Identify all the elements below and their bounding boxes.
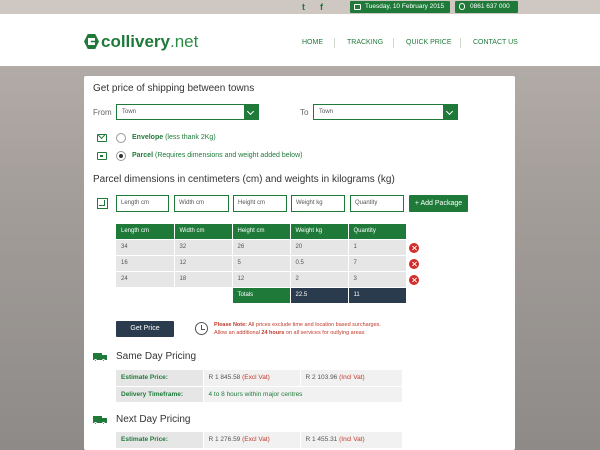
- date-badge: [350, 1, 450, 13]
- column-header: Weight kg: [290, 224, 348, 239]
- column-header: Width cm: [174, 224, 232, 239]
- from-town-value: Town: [122, 109, 137, 115]
- top-bar: [0, 0, 600, 14]
- nav-quick-price[interactable]: QUICK PRICE: [406, 39, 452, 46]
- incl-tag: (Incl Vat): [339, 436, 365, 444]
- excl-amount: R 1 845.58: [208, 374, 241, 382]
- table-cell: 12: [232, 271, 290, 287]
- chevron-down-icon[interactable]: [443, 104, 458, 120]
- envelope-name: Envelope: [132, 134, 164, 141]
- table-cell: 2: [290, 271, 348, 287]
- note-line2-a: Allow an additional: [214, 330, 262, 336]
- to-town-select[interactable]: [313, 104, 458, 120]
- nav-divider: [334, 38, 335, 48]
- envelope-icon: [97, 134, 107, 142]
- next-day-table: [116, 432, 403, 449]
- table-cell: 3: [348, 271, 406, 287]
- clock-icon: [195, 322, 208, 335]
- to-town-value: Town: [319, 109, 334, 115]
- width-input[interactable]: Width cm: [174, 195, 229, 212]
- table-cell: 32: [174, 239, 232, 255]
- truck-icon: [93, 416, 107, 425]
- table-cell: 34: [116, 239, 174, 255]
- get-price-label: Get Price: [130, 325, 160, 332]
- twitter-icon[interactable]: t: [302, 2, 305, 12]
- table-cell: 26: [232, 239, 290, 255]
- excl-vat-price: [203, 432, 300, 448]
- table-cell: 24: [116, 271, 174, 287]
- weight-input[interactable]: Weight kg: [291, 195, 345, 212]
- incl-amount: R 1 455.31: [305, 436, 338, 444]
- estimate-label: Estimate Price:: [116, 370, 203, 386]
- envelope-desc: (less thank 2Kg): [165, 134, 216, 141]
- delete-row-icon[interactable]: [409, 259, 419, 269]
- cube-icon: [97, 198, 108, 209]
- phone-text: 0861 637 000: [470, 3, 510, 10]
- table-row: [116, 239, 406, 255]
- excl-tag: (Excl Vat): [242, 436, 270, 444]
- table-cell: 7: [348, 255, 406, 271]
- delete-row-icon[interactable]: [409, 275, 419, 285]
- phone-badge[interactable]: [455, 1, 518, 13]
- table-row: [116, 255, 406, 271]
- envelope-option-label[interactable]: [132, 134, 216, 141]
- total-quantity: 11: [348, 287, 406, 303]
- calendar-icon: [354, 4, 361, 10]
- height-input[interactable]: Height cm: [233, 195, 287, 212]
- delete-row-icon[interactable]: [409, 243, 419, 253]
- from-town-select[interactable]: [116, 104, 259, 120]
- truck-icon: [93, 353, 107, 362]
- empty-cell: [174, 287, 232, 303]
- table-header-row: [116, 224, 406, 239]
- excl-tag: (Excl Vat): [242, 374, 270, 382]
- add-package-button[interactable]: + Add Package: [409, 195, 468, 212]
- column-header: Length cm: [116, 224, 174, 239]
- quote-card: [84, 76, 515, 450]
- excl-vat-price: [203, 370, 300, 386]
- timeframe-value: 4 to 8 hours within major centres: [203, 386, 402, 402]
- note-bold: Please Note:: [214, 322, 248, 328]
- table-cell: 18: [174, 271, 232, 287]
- same-day-title: Same Day Pricing: [116, 351, 197, 362]
- totals-label: Totals: [232, 287, 290, 303]
- envelope-radio[interactable]: [116, 133, 126, 143]
- nav-contact-us[interactable]: CONTACT US: [473, 39, 518, 46]
- nav-home[interactable]: HOME: [302, 39, 323, 46]
- incl-vat-price: [300, 432, 402, 448]
- logo-mark-icon: [84, 34, 99, 49]
- table-row: [116, 386, 402, 402]
- table-cell: 0.5: [290, 255, 348, 271]
- note-line2-b: 24 hours: [261, 330, 285, 336]
- date-text: Tuesday, 10 February 2015: [365, 3, 445, 10]
- phone-icon: [459, 3, 465, 10]
- form-title: Get price of shipping between towns: [93, 83, 255, 94]
- to-label: To: [300, 108, 309, 117]
- table-cell: 16: [116, 255, 174, 271]
- parcel-table: [116, 224, 407, 304]
- facebook-icon[interactable]: f: [320, 2, 323, 12]
- nav-divider: [460, 38, 461, 48]
- incl-vat-price: [300, 370, 402, 386]
- parcel-radio[interactable]: [116, 151, 126, 161]
- quantity-input[interactable]: Quantity: [350, 195, 404, 212]
- dimensions-title: Parcel dimensions in centimeters (cm) and weights in kilograms (kg): [93, 174, 395, 185]
- note-line2-c: on all services for outlying areas: [284, 330, 365, 336]
- parcel-desc: (Requires dimensions and weight added below): [154, 152, 303, 159]
- length-input[interactable]: Length cm: [116, 195, 169, 212]
- get-price-button[interactable]: [116, 321, 174, 337]
- table-cell: 20: [290, 239, 348, 255]
- parcel-name: Parcel: [132, 152, 154, 159]
- same-day-table: [116, 370, 403, 403]
- nav-tracking[interactable]: TRACKING: [347, 39, 384, 46]
- estimate-label: Estimate Price:: [116, 432, 203, 448]
- incl-amount: R 2 103.96: [305, 374, 338, 382]
- logo-ext: .net: [170, 32, 199, 51]
- parcel-option-label[interactable]: [132, 152, 302, 159]
- empty-cell: [116, 287, 174, 303]
- next-day-title: Next Day Pricing: [116, 414, 191, 425]
- totals-row: [116, 287, 406, 303]
- column-header: Quantity: [348, 224, 406, 239]
- table-cell: 12: [174, 255, 232, 271]
- column-header: Height cm: [232, 224, 290, 239]
- table-cell: 5: [232, 255, 290, 271]
- table-row: [116, 432, 402, 448]
- table-cell: 1: [348, 239, 406, 255]
- note-text: All prices exclude time and location based surcharges.: [247, 322, 381, 328]
- nav-divider: [393, 38, 394, 48]
- logo-main: collivery: [101, 32, 170, 51]
- site-header: [0, 14, 600, 66]
- incl-tag: (Incl Vat): [339, 374, 365, 382]
- chevron-down-icon[interactable]: [244, 104, 259, 120]
- from-label: From: [93, 108, 112, 117]
- excl-amount: R 1 276.59: [208, 436, 241, 444]
- table-row: [116, 271, 406, 287]
- table-row: [116, 370, 402, 386]
- parcel-icon: [97, 152, 107, 160]
- timeframe-label: Delivery Timeframe:: [116, 386, 203, 402]
- total-weight: 22.5: [290, 287, 348, 303]
- price-note: [214, 321, 414, 337]
